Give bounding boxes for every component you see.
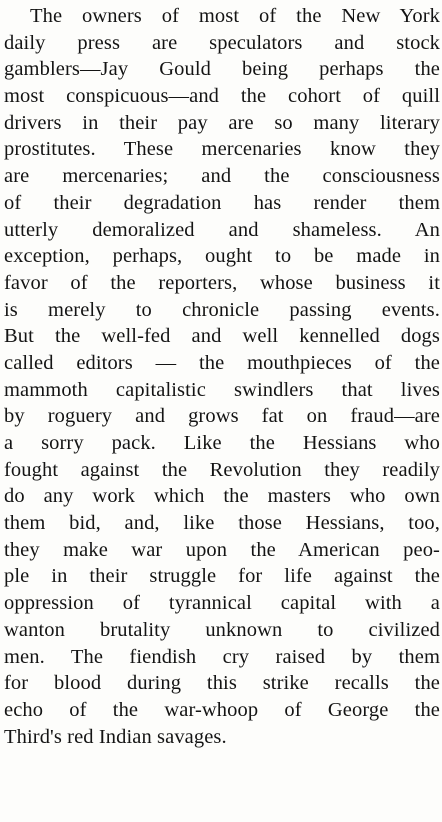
article-line: But the well-fed and well kennelled dogs [4,325,440,348]
article-line: they make war upon the American peo- [4,538,440,561]
article-line: them bid, and, like those Hessians, too, [4,512,440,535]
article-line: called editors — the mouthpieces of the [4,351,440,374]
article-line: gamblers—Jay Gould being perhaps the [4,58,440,81]
article-line: prostitutes. These mercenaries know they [4,138,440,161]
article-line: utterly demoralized and shameless. An [4,218,440,241]
article-line: wanton brutality unknown to civilized [4,618,440,641]
article-line: Third's red Indian savages. [4,725,227,748]
article-line: by roguery and grows fat on fraud—are [4,405,440,428]
article-line: The owners of most of the New York [30,5,440,27]
article-line: oppression of tyrannical capital with a [4,592,440,615]
article-line: do any work which the masters who own [4,485,440,508]
article-line: echo of the war-whoop of George the [4,698,440,721]
article-line: men. The fiendish cry raised by them [4,645,440,668]
article-line: for blood during this strike recalls the [4,672,440,695]
article-line: daily press are speculators and stock [4,31,440,54]
article-line: a sorry pack. Like the Hessians who [4,432,440,454]
article-line: exception, perhaps, ought to be made in [4,245,440,268]
article-line: mammoth capitalistic swindlers that lives [4,378,440,401]
article-line: drivers in their pay are so many literary [4,111,440,134]
article-line: ple in their struggle for life against the [4,565,440,588]
article-line: favor of the reporters, whose business it [4,271,440,294]
article-line: is merely to chronicle passing events. [4,298,440,321]
article-line: most conspicuous—and the cohort of quill [4,85,440,108]
article-line: of their degradation has render them [4,191,440,214]
article-line: fought against the Revolution they readily [4,458,440,481]
article-column [4,3,440,750]
article-line: are mercenaries; and the consciousness [4,165,440,188]
